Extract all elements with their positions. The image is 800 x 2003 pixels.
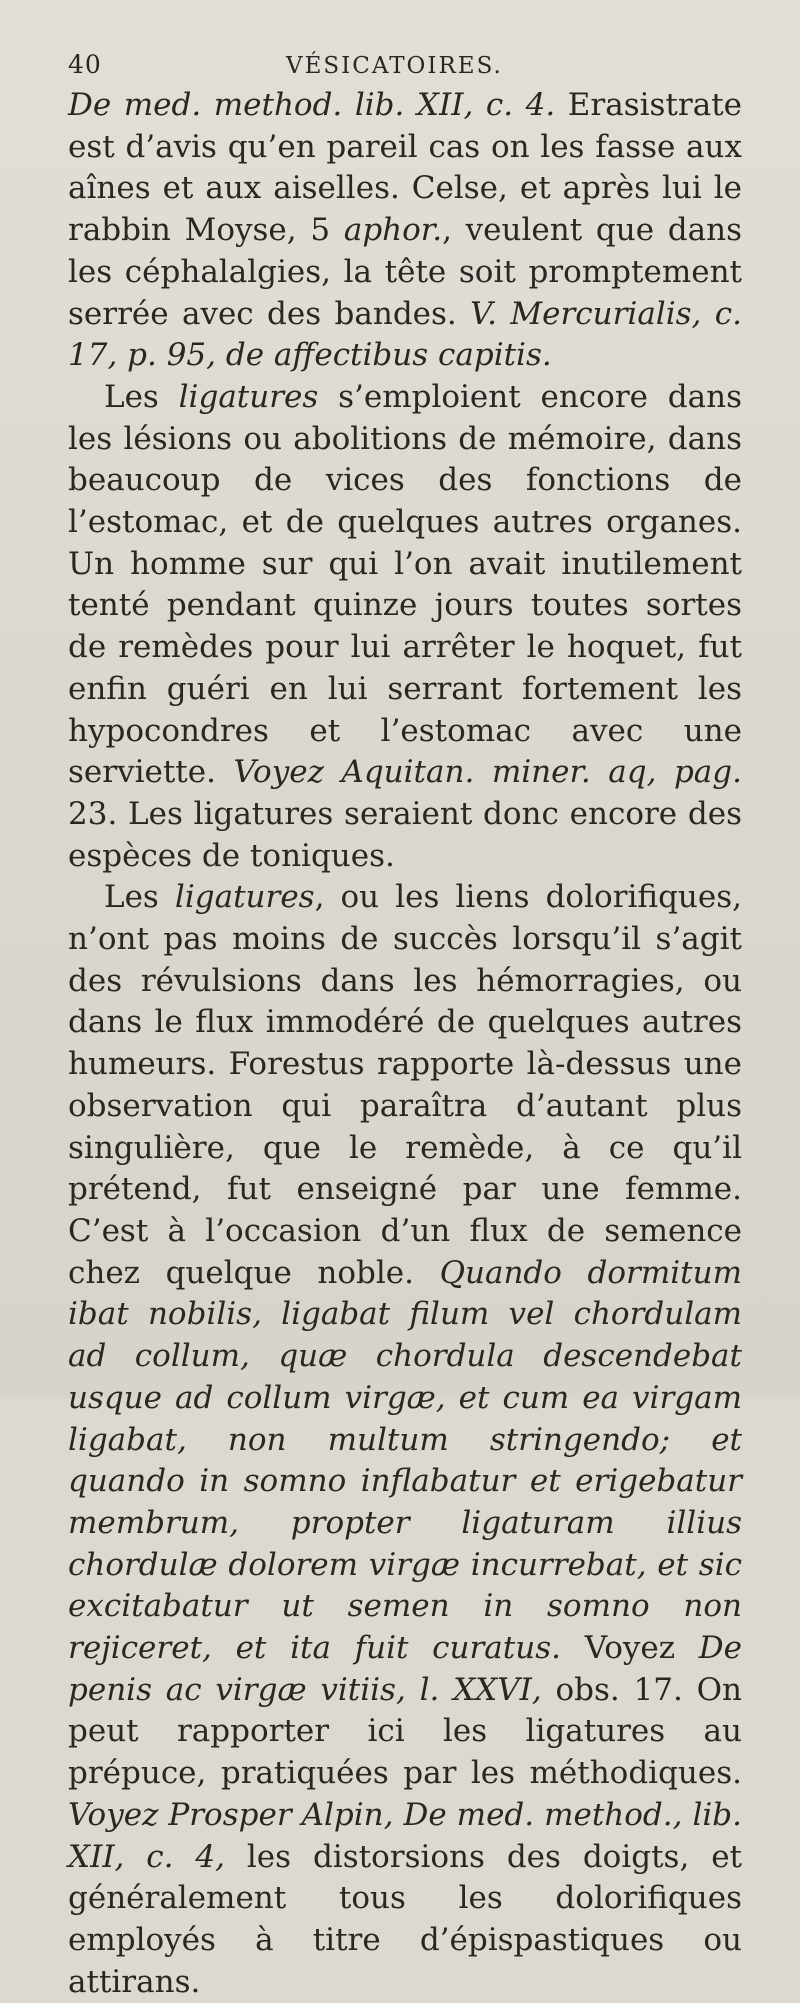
text-segment: 23. Les ligatures seraient donc encore des espèces de toniques. bbox=[68, 795, 742, 874]
text-segment: Les bbox=[104, 378, 179, 415]
page-header bbox=[68, 50, 742, 79]
text-segment: De penis ac virgæ vitiis, l. XXVI, bbox=[68, 1630, 742, 1708]
text-segment: Voyez bbox=[560, 1630, 699, 1667]
text-segment: Voyez Prosper Alpin, De med. method., lib. XII, c. 4, bbox=[68, 1796, 742, 1875]
text-segment: Voyez Aquitan. miner. aq, pag. bbox=[233, 754, 742, 791]
text-segment: ligatures bbox=[174, 879, 315, 916]
page-number: 40 bbox=[68, 50, 102, 79]
text-segment: , veulent que dans les céphalalgies, la tête soit promptement serrée avec des bandes. bbox=[68, 212, 743, 332]
body-text bbox=[68, 85, 742, 2003]
text-segment: De med. method. lib. XII, c. 4. bbox=[68, 87, 556, 123]
text-segment: Quando dormitum ibat nobilis, ligabat filum vel chordulam ad collum, quæ chordula descendebat usque ad collum virgæ, et cum ea virgam ligabat, non multum stringendo; et quando in somno inflabatur et erigebatur membrum, propter ligaturam illius chordulæ dolorem virgæ incurrebat, et sic excitabatur ut semen in somno non rejiceret, et ita fuit curatus. bbox=[68, 1254, 742, 1667]
text-segment: , ou les liens dolorifiques, n’ont pas moins de succès lorsqu’il s’agit des révulsions dans les hémorragies, ou dans le flux immodéré de quelques autres humeurs. Forestus rapporte là-dessus une observation qui paraîtra d’autant plus singulière, que le remède, à ce qu’il prétend, fut enseigné par une femme. C’est à l’occasion d’un flux de semence chez quelque noble. bbox=[68, 879, 742, 1291]
text-segment: Erasistrate est d’avis qu’en pareil cas on les fasse aux aînes et aux aiselles. Celse, et après lui le rabbin Moyse, 5 bbox=[68, 87, 742, 249]
paragraph-2 bbox=[68, 377, 742, 877]
text-segment: Les bbox=[104, 879, 175, 916]
paragraph-1 bbox=[68, 85, 742, 377]
text-segment: obs. 17. On peut rapporter ici les ligatures au prépuce, pratiquées par les méthodiques. bbox=[68, 1671, 742, 1792]
text-segment: aphor. bbox=[343, 212, 443, 249]
text-segment: s’emploient encore dans les lésions ou abolitions de mémoire, dans beaucoup de vices des fonctions de l’estomac, et de quelques autres organes. Un homme sur qui l’on avait inutilement tenté pendant quinze jours toutes sortes de remèdes pour lui arrêter le hoquet, fut enfin guéri en lui serrant fortement les hypocondres et l’estomac avec une serviette. bbox=[68, 378, 742, 791]
running-head: VÉSICATOIRES. bbox=[286, 53, 503, 79]
text-segment: les distorsions des doigts, et généralement tous les dolorifiques employés à titre d’épispastiques ou attirans. bbox=[68, 1838, 742, 2000]
paragraph-3 bbox=[68, 877, 742, 2003]
text-segment: V. Mercurialis, c. 17, p. 95, de affectibus capitis. bbox=[68, 295, 742, 374]
text-segment: ligatures bbox=[178, 378, 319, 415]
